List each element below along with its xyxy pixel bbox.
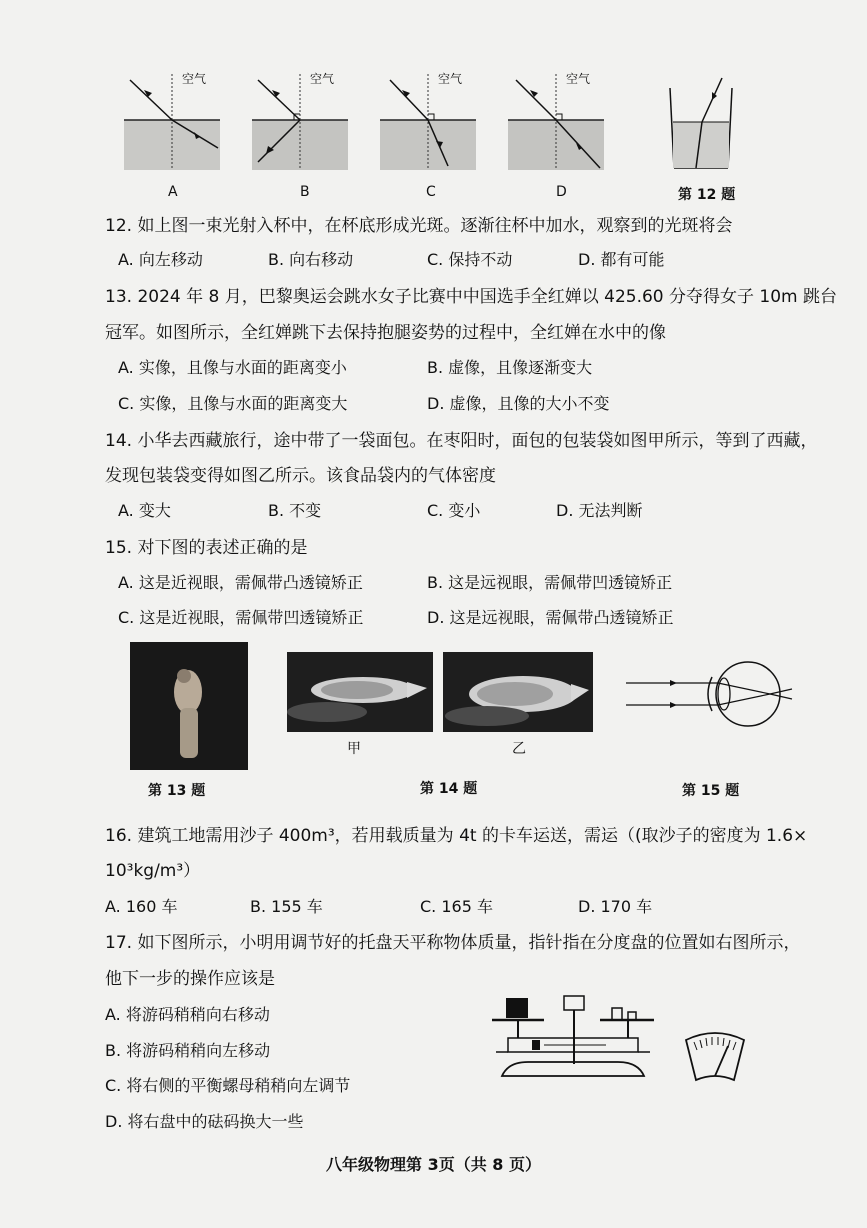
- fig12-label-b: B: [300, 184, 310, 200]
- q15-option-d: D. 这是远视眼，需佩带凸透镜矫正: [427, 608, 674, 627]
- fig14-caption: 第 14 题: [420, 781, 478, 797]
- fig15-eye-diagram: [620, 655, 800, 735]
- question-13-line1: 13. 2024 年 8 月，巴黎奥运会跳水女子比赛中中国选手全红婵以 425.60 分夺得女子 10m 跳台: [105, 287, 838, 307]
- q14-option-c: C. 变小: [427, 501, 481, 520]
- air-label-c: 空气: [438, 72, 463, 86]
- q12-option-b: B. 向右移动: [268, 250, 354, 269]
- q13-option-c: C. 实像，且像与水面的距离变大: [118, 394, 348, 413]
- fig12-panel-a: [124, 74, 220, 170]
- q12-option-c: C. 保持不动: [427, 250, 513, 269]
- q16-option-b: B. 155 车: [250, 897, 323, 916]
- q14-option-d: D. 无法判断: [556, 501, 643, 520]
- q13-option-d: D. 虚像，且像的大小不变: [427, 394, 610, 413]
- question-15: 15. 对下图的表述正确的是: [105, 538, 308, 558]
- fig12-label-a: A: [168, 184, 178, 200]
- question-16-line1: 16. 建筑工地需用沙子 400m³，若用载质量为 4t 的卡车运送，需运（(取沙子的密度为 1.6×: [105, 826, 808, 846]
- page-footer: 八年级物理第 3页（共 8 页）: [326, 1155, 541, 1174]
- fig12-label-d: D: [556, 184, 567, 200]
- question-12: 12. 如上图一束光射入杯中，在杯底形成光斑。逐渐往杯中加水，观察到的光斑将会: [105, 216, 733, 236]
- q13-option-b: B. 虚像，且像逐渐变大: [427, 358, 593, 377]
- air-label-d: 空气: [566, 72, 591, 86]
- fig14-label-yi: 乙: [512, 741, 526, 757]
- q15-option-c: C. 这是近视眼，需佩带凹透镜矫正: [118, 608, 364, 627]
- q14-option-b: B. 不变: [268, 501, 322, 520]
- fig12-cup: [670, 78, 732, 168]
- fig13-caption: 第 13 题: [148, 783, 206, 799]
- fig15-caption: 第 15 题: [682, 783, 740, 799]
- q15-option-a: A. 这是近视眼，需佩带凸透镜矫正: [118, 573, 363, 592]
- q12-option-d: D. 都有可能: [578, 250, 665, 269]
- question-17-line2: 他下一步的操作应该是: [105, 969, 275, 989]
- q16-option-a: A. 160 车: [105, 897, 178, 916]
- fig17-balance: [488, 990, 668, 1090]
- question-13-line2: 冠军。如图所示，全红婵跳下去保持抱腿姿势的过程中，全红婵在水中的像: [105, 323, 666, 343]
- q16-option-d: D. 170 车: [578, 897, 653, 916]
- q12-option-a: A. 向左移动: [118, 250, 203, 269]
- fig14-bag-photo-jia: [287, 652, 433, 732]
- fig12-caption: 第 12 题: [678, 187, 736, 203]
- fig13-diver-photo: [130, 642, 248, 770]
- question-14-line1: 14. 小华去西藏旅行，途中带了一袋面包。在枣阳时，面包的包装袋如图甲所示，等到了西藏，: [105, 431, 818, 451]
- fig12-panel-d: [508, 74, 604, 170]
- fig12-panel-c: [380, 74, 476, 170]
- q17-option-c: C. 将右侧的平衡螺母稍稍向左调节: [105, 1076, 351, 1095]
- q13-option-a: A. 实像，且像与水面的距离变小: [118, 358, 347, 377]
- q17-option-b: B. 将游码稍稍向左移动: [105, 1041, 271, 1060]
- fig12-label-c: C: [426, 184, 436, 200]
- fig12-diagrams: [118, 64, 748, 174]
- q14-option-a: A. 变大: [118, 501, 171, 520]
- fig12-panel-b: [252, 74, 348, 170]
- air-label-b: 空气: [310, 72, 335, 86]
- fig14-label-jia: 甲: [347, 741, 361, 757]
- q17-option-a: A. 将游码稍稍向右移动: [105, 1005, 270, 1024]
- question-17-line1: 17. 如下图所示，小明用调节好的托盘天平称物体质量，指针指在分度盘的位置如右图所示，: [105, 933, 801, 953]
- q15-option-b: B. 这是远视眼，需佩带凹透镜矫正: [427, 573, 673, 592]
- q17-option-d: D. 将右盘中的砝码换大一些: [105, 1112, 304, 1131]
- question-16-line2: 10³kg/m³）: [105, 861, 201, 881]
- fig14-bag-photo-yi: [443, 652, 593, 732]
- air-label-a: 空气: [182, 72, 207, 86]
- fig17-scale-dial: [680, 1028, 750, 1088]
- question-14-line2: 发现包装袋变得如图乙所示。该食品袋内的气体密度: [105, 466, 496, 486]
- q16-option-c: C. 165 车: [420, 897, 493, 916]
